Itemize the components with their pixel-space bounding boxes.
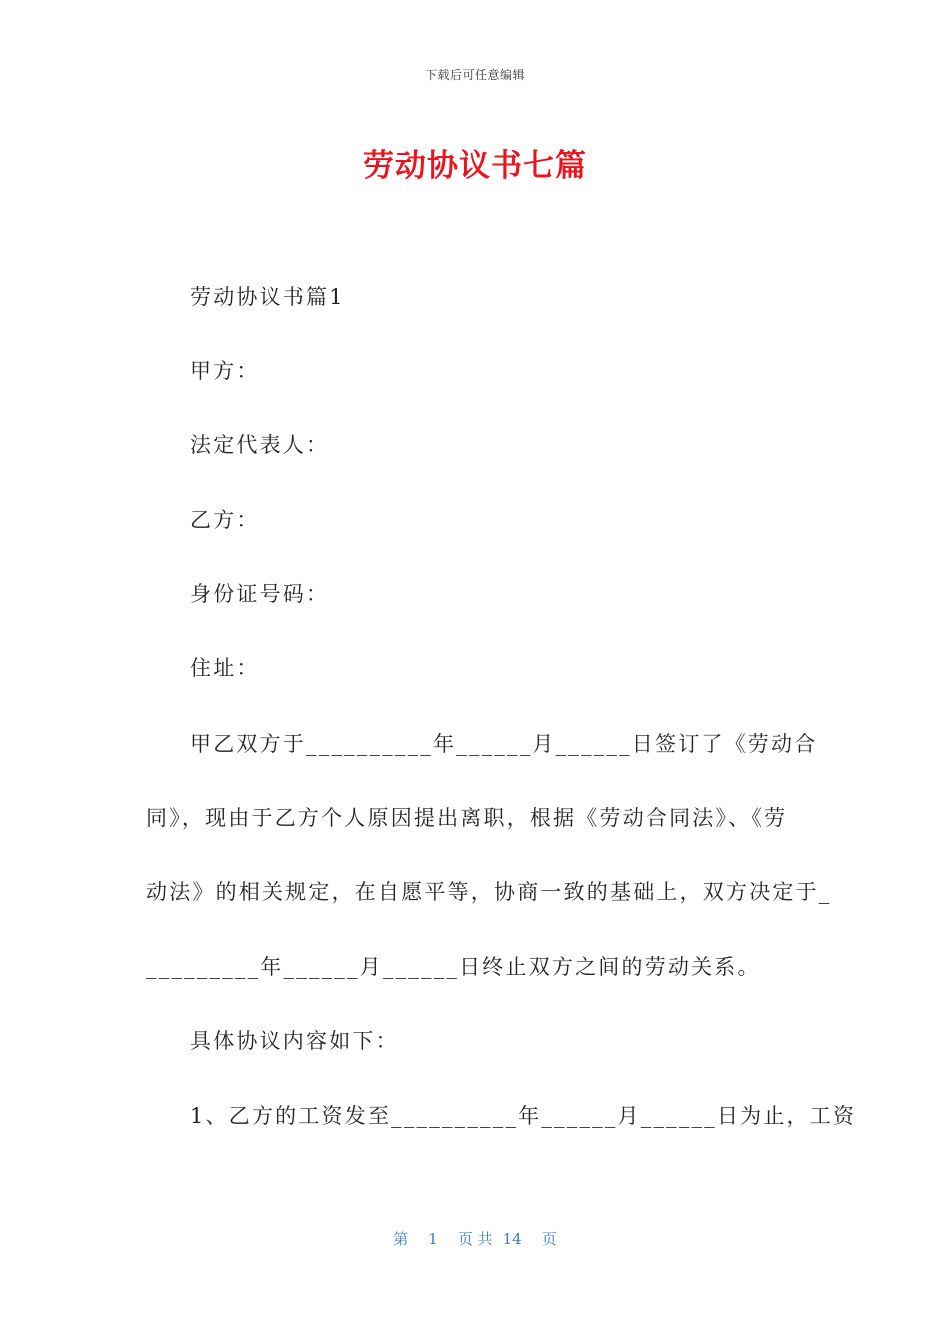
agreement-item-1: 1、乙方的工资发至__________年______月______日为止，工资 bbox=[190, 1104, 857, 1128]
paragraph-line: 动法》的相关规定，在自愿平等，协商一致的基础上，双方决定于_ bbox=[146, 880, 832, 904]
document-title: 劳动协议书七篇 bbox=[363, 148, 587, 184]
page-current: 1 bbox=[428, 1230, 438, 1248]
address-label: 住址： bbox=[190, 656, 260, 680]
page-label-mid: 页 共 bbox=[457, 1230, 493, 1248]
party-b-label: 乙方： bbox=[190, 508, 260, 532]
party-a-label: 甲方： bbox=[190, 359, 260, 383]
page-label-suffix: 页 bbox=[541, 1230, 557, 1248]
id-number-label: 身份证号码： bbox=[190, 582, 330, 606]
page-label-prefix: 第 bbox=[393, 1230, 409, 1248]
paragraph-line: _________年______月______日终止双方之间的劳动关系。 bbox=[146, 955, 761, 979]
paragraph-line: 甲乙双方于__________年______月______日签订了《劳动合 bbox=[190, 732, 818, 756]
section-heading: 劳动协议书篇1 bbox=[190, 285, 345, 309]
paragraph-line: 同》，现由于乙方个人原因提出离职，根据《劳动合同法》、《劳 bbox=[146, 806, 788, 830]
page-number-footer bbox=[0, 1228, 950, 1249]
legal-representative-label: 法定代表人： bbox=[190, 433, 330, 457]
agreement-intro: 具体协议内容如下： bbox=[190, 1029, 399, 1053]
page-total: 14 bbox=[502, 1230, 522, 1248]
page-header-note: 下载后可任意编辑 bbox=[424, 68, 525, 82]
